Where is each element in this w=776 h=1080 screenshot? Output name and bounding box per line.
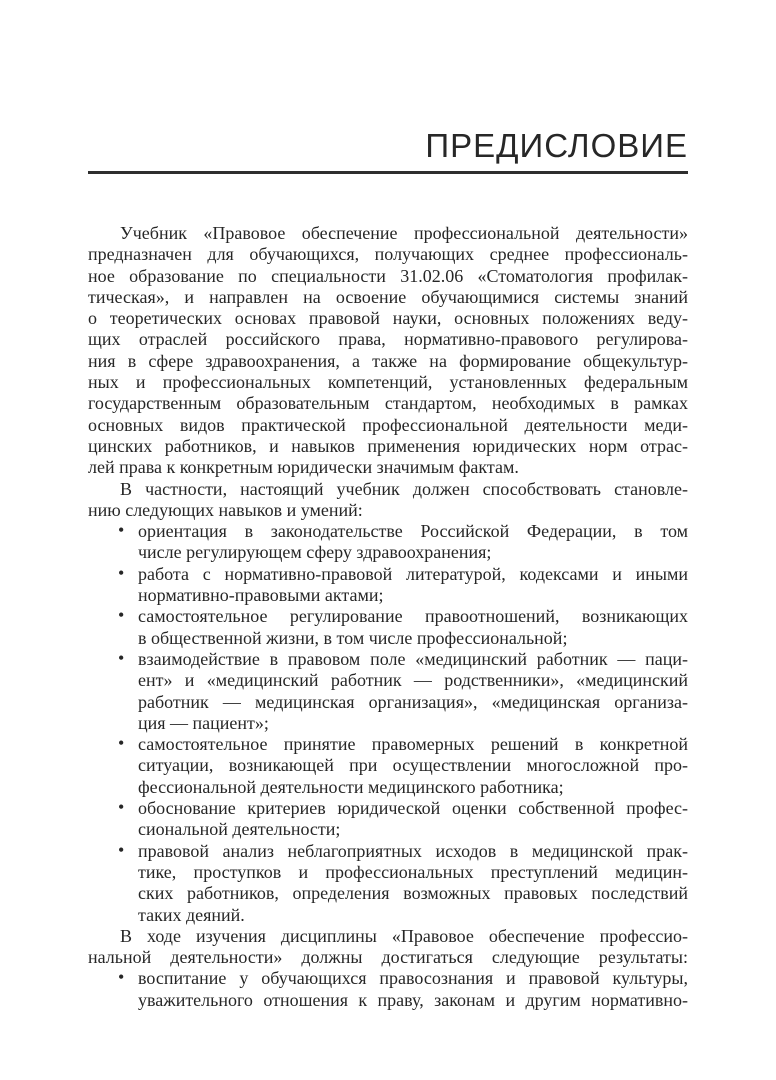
text-line: нальной деятельности» должны достигаться следующие результаты: [88,947,688,968]
bullet-item [88,798,688,841]
text-line: щих отраслей российского права, нормативно-правового регулирова- [88,329,688,350]
bullet-item [88,606,688,649]
text-line: взаимодействие в правовом поле «медицинский работник — паци- [138,648,688,669]
paragraph [88,223,688,479]
paragraph [88,479,688,522]
text-line: числе регулирующем сферу здравоохранения; [138,542,492,563]
text-line: о теоретических основах правовой науки, основных положениях веду- [88,308,688,329]
text-line: цинских работников, и навыков применения юридических норм отрас- [88,435,688,456]
bullet-icon: • [118,839,125,860]
text-line: ное образование по специальности 31.02.06 «Стоматология профилак- [88,265,688,286]
text-line: государственным образовательным стандартом, необходимых в рамках [88,393,688,414]
bullet-icon: • [118,520,125,541]
text-line: ситуации, возникающей при осуществлении многосложной про- [138,755,688,776]
text-line: нию следующих навыков и умений: [88,499,363,520]
text-line: ских работников, определения возможных правовых последствий [138,883,688,904]
text-line: В ходе изучения дисциплины «Правовое обеспечение профессио- [120,925,688,946]
text-line: тическая», и направлен на освоение обучающимися системы знаний [88,286,688,307]
text-line: ция — пациент»; [138,712,269,733]
text-line: сиональной деятельности; [138,819,341,840]
bullet-icon: • [118,562,125,583]
bullet-icon: • [118,967,125,988]
text-line: работник — медицинская организация», «медицинская организа- [138,691,688,712]
text-line: в общественной жизни, в том числе профессиональной; [138,627,568,648]
bullet-icon: • [118,797,125,818]
text-line: основных видов практической профессиональной деятельности меди- [88,414,688,435]
page-title: ПРЕДИСЛОВИЕ [425,127,688,164]
bullet-item [88,968,688,1011]
text-line: уважительного отношения к праву, законам и другим нормативно- [138,989,688,1010]
bullet-icon: • [118,733,125,754]
text-line: ния в сфере здравоохранения, а также на формирование общекультур- [88,350,688,371]
bullet-item [88,841,688,926]
text-line: обоснование критериев юридической оценки собственной профес- [138,798,688,819]
text-line: ориентация в законодательстве Российской Федерации, в том [138,521,688,542]
bullet-item [88,521,688,564]
text-line: В частности, настоящий учебник должен способствовать становле- [120,478,688,499]
text-line: нормативно-правовыми актами; [138,585,384,606]
text-line: Учебник «Правовое обеспечение профессиональной деятельности» [120,223,688,243]
text-line: самостоятельное принятие правомерных решений в конкретной [138,734,688,755]
text-line: правовой анализ неблагоприятных исходов в медицинской прак- [138,840,688,861]
text-line: самостоятельное регулирование правоотношений, возникающих [138,606,688,627]
text-line: предназначен для обучающихся, получающих среднее профессиональ- [88,244,688,265]
text-line: воспитание у обучающихся правосознания и правовой культуры, [138,968,688,989]
bullet-item [88,649,688,734]
bullet-item [88,734,688,798]
text-line: работа с нормативно-правовой литературой, кодексами и иными [138,563,688,584]
title-rule [88,171,688,174]
text-line: таких деяний. [138,904,245,925]
body-text [88,223,688,1011]
bullet-icon: • [118,647,125,668]
paragraph [88,926,688,969]
text-line: тике, проступков и профессиональных преступлений медицин- [138,861,688,882]
text-line: ных и профессиональных компетенций, установленных федеральным [88,372,688,393]
text-line: лей права к конкретным юридически значимым фактам. [88,457,519,478]
text-line: фессиональной деятельности медицинского работника; [138,776,564,797]
bullet-item [88,564,688,607]
text-line: ент» и «медицинский работник — родственники», «медицинский [138,670,688,691]
bullet-icon: • [118,605,125,626]
